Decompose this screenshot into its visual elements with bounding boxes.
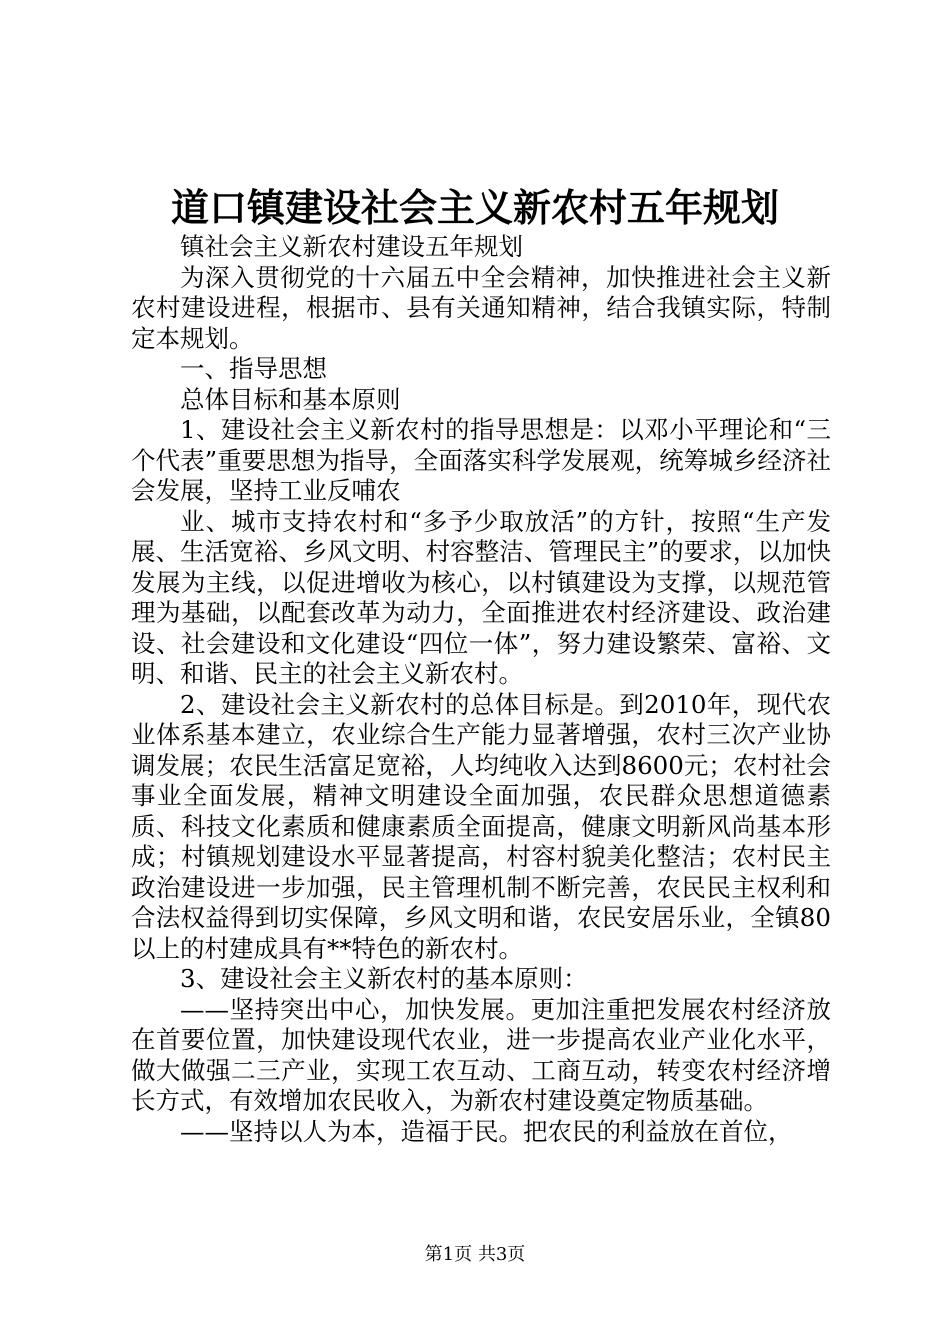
- paragraph: 3、建设社会主义新农村的基本原则：: [180, 964, 588, 993]
- section-heading: 一、指导思想: [180, 354, 327, 383]
- paragraph: 2、建设社会主义新农村的总体目标是。到2010年，现代农业体系基本建立，农业综合生产能力显著增强，农村三次产业协调发展；农民生活富足宽裕，人均纯收入达到8600元；农村社会事业全面发展，精神文明建设全面加强，农民群众思想道德素质、科技文化素质和健康素质全面提高，健康文明新风尚基本形成；村镇规划建设水平显著提高，村容村貌美化整洁；农村民主政治建设进一步加强，民主管理机制不断完善，农民民主权利和合法权益得到切实保障，乡风文明和谐，农民安居乐业，全镇80以上的村建成具有**特色的新农村。: [131, 689, 831, 963]
- paragraph: ——坚持以人为本，造福于民。把农民的利益放在首位，: [180, 1116, 793, 1146]
- document-title: 道口镇建设社会主义新农村五年规划: [170, 185, 779, 230]
- paragraph: ——坚持突出中心，加快发展。更加注重把发展农村经济放在首要位置，加快建设现代农业，进一步提高农业产业化水平，做大做强二三产业，实现工农互动、工商互动，转变农村经济增长方式，有效增加农民收入，为新农村建设奠定物质基础。: [131, 994, 831, 1115]
- paragraph: 为深入贯彻党的十六届五中全会精神，加快推进社会主义新农村建设进程，根据市、县有关通知精神，结合我镇实际，特制定本规划。: [131, 262, 831, 353]
- paragraph: 镇社会主义新农村建设五年规划: [180, 232, 523, 261]
- paragraph: 总体目标和基本原则: [180, 384, 401, 414]
- page-footer: 第1页 共3页: [424, 1244, 526, 1265]
- paragraph: 业、城市支持农村和“多予少取放活”的方针，按照“生产发展、生活宽裕、乡风文明、村容整洁、管理民主”的要求，以加快发展为主线，以促进增收为核心，以村镇建设为支撑，以规范管理为基础，以配套改革为动力，全面推进农村经济建设、政治建设、社会建设和文化建设“四位一体”，努力建设繁荣、富裕、文明、和谐、民主的社会主义新农村。: [131, 506, 831, 688]
- document-body: [131, 232, 831, 1147]
- paragraph: 1、建设社会主义新农村的指导思想是：以邓小平理论和“三个代表”重要思想为指导，全面落实科学发展观，统筹城乡经济社会发展，坚持工业反哺农: [131, 415, 831, 505]
